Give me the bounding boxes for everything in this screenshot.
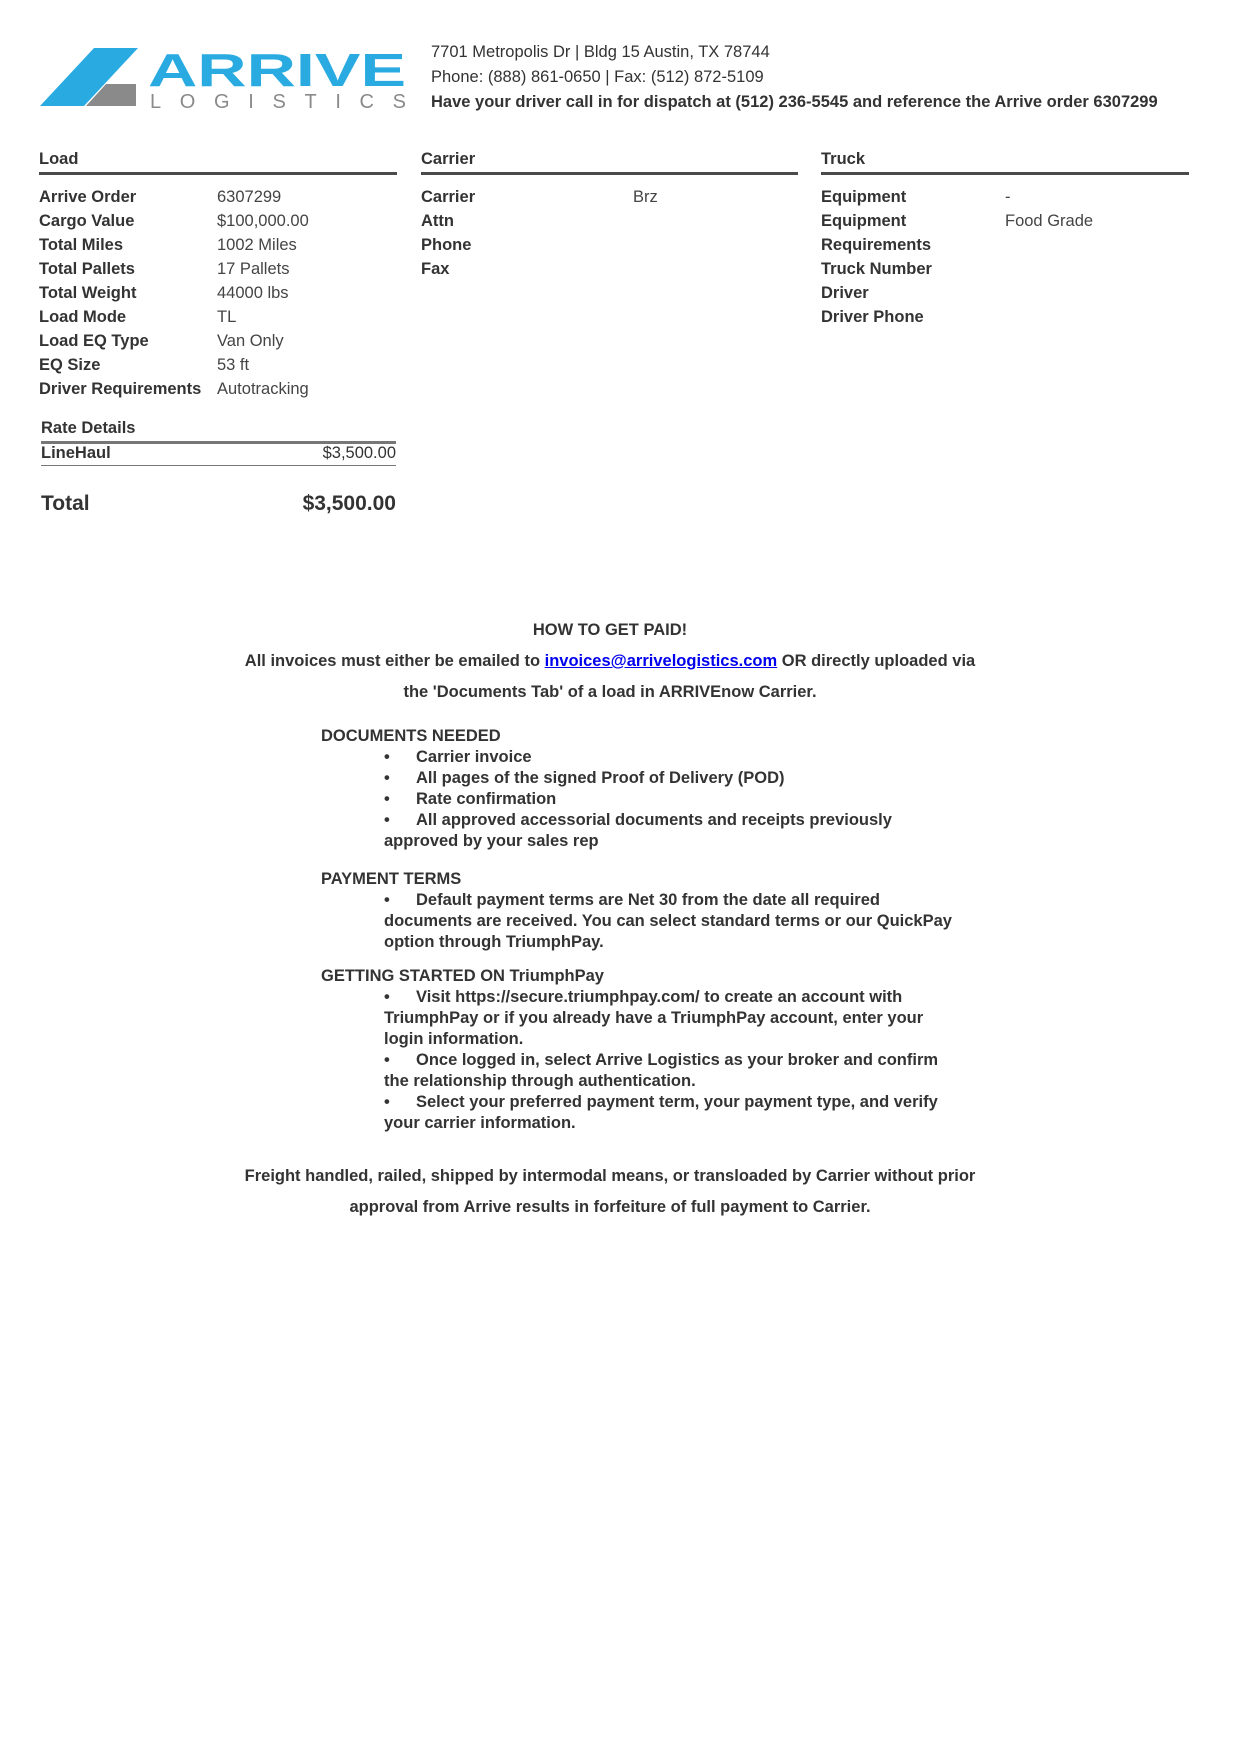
load-row-value: 1002 Miles <box>217 236 297 254</box>
logo-word-logistics: LOGISTICS <box>150 91 406 113</box>
load-row-label: Total Weight <box>39 284 137 302</box>
invoice-instructions-line2: the 'Documents Tab' of a load in ARRIVEnow Carrier. <box>403 683 817 701</box>
truck-row <box>821 305 1189 329</box>
documents-list-item <box>384 768 966 789</box>
load-row-label: Load Mode <box>39 308 127 326</box>
truck-row <box>821 209 1189 257</box>
documents-needed-title: DOCUMENTS NEEDED <box>321 727 501 745</box>
truck-row-label: Equipment <box>821 188 907 206</box>
bullet-icon: • <box>384 1051 390 1069</box>
rate-details-heading: Rate Details <box>41 419 396 444</box>
start-list-item <box>384 987 966 1050</box>
terms-list <box>321 890 966 953</box>
total-value: $3,500.00 <box>302 492 396 515</box>
terms-list-item <box>384 890 966 953</box>
bullet-icon: • <box>384 988 390 1006</box>
start-item-text: Visit https://secure.triumphpay.com/ to create an account with TriumphPay or if you already have a TriumphPay account, enter your login information. <box>384 988 924 1048</box>
load-row-label: Total Pallets <box>39 260 135 278</box>
dispatch-line: Have your driver call in for dispatch at (512) 236-5545 and reference the Arrive order 6307299 <box>431 93 1158 111</box>
documents-item-text: Rate confirmation <box>416 790 557 808</box>
arrive-logo-mark <box>40 44 410 114</box>
payment-terms-section <box>321 869 966 953</box>
carrier-row-label: Fax <box>421 260 450 278</box>
carrier-row-value: Brz <box>633 188 658 206</box>
load-row <box>39 281 397 305</box>
freight-warning-line2: approval from Arrive results in forfeiture of full payment to Carrier. <box>349 1198 871 1216</box>
load-row-value: Autotracking <box>217 380 309 398</box>
documents-needed-section <box>321 726 966 852</box>
carrier-row <box>421 233 798 257</box>
truck-row-label: Truck Number <box>821 260 932 278</box>
invoice-instructions-post: OR directly uploaded via <box>777 652 976 670</box>
bullet-icon: • <box>384 1093 390 1111</box>
carrier-row-label: Carrier <box>421 188 476 206</box>
phone-line: Phone: (888) 861-0650 | Fax: (512) 872-5109 <box>431 68 764 86</box>
load-section <box>39 150 397 401</box>
total-row <box>41 492 396 516</box>
truck-row <box>821 281 1189 305</box>
linehaul-row <box>41 444 396 466</box>
bullet-icon: • <box>384 790 390 808</box>
logo-word-arrive: ARRIVE <box>148 44 406 96</box>
getting-started-section <box>321 966 966 1134</box>
documents-list-item <box>384 747 966 768</box>
carrier-heading: Carrier <box>421 150 798 175</box>
load-rows <box>39 175 397 401</box>
bullet-icon: • <box>384 748 390 766</box>
load-row-value: 44000 lbs <box>217 284 289 302</box>
truck-heading: Truck <box>821 150 1189 175</box>
load-row <box>39 233 397 257</box>
bullet-icon: • <box>384 811 390 829</box>
load-row <box>39 353 397 377</box>
arrive-logo <box>40 44 410 114</box>
load-row <box>39 329 397 353</box>
load-row-label: Total Miles <box>39 236 124 254</box>
documents-item-text: All pages of the signed Proof of Delivery (POD) <box>416 769 785 787</box>
documents-list-item <box>384 810 966 852</box>
documents-list <box>321 747 966 852</box>
carrier-row-label: Attn <box>421 212 454 230</box>
load-row <box>39 305 397 329</box>
header-address-block <box>431 40 1158 115</box>
load-row <box>39 209 397 233</box>
documents-item-text: All approved accessorial documents and receipts previously approved by your sales rep <box>384 811 892 850</box>
load-row-label: EQ Size <box>39 356 101 374</box>
load-row <box>39 185 397 209</box>
truck-row <box>821 257 1189 281</box>
total-label: Total <box>41 492 90 515</box>
load-row-label: Driver Requirements <box>39 380 202 398</box>
carrier-row <box>421 257 798 281</box>
documents-item-text: Carrier invoice <box>416 748 532 766</box>
carrier-rows <box>421 175 798 281</box>
carrier-row <box>421 209 798 233</box>
linehaul-label: LineHaul <box>41 444 111 462</box>
truck-section <box>821 150 1189 329</box>
load-row <box>39 377 397 401</box>
truck-row-label: Driver Phone <box>821 308 924 326</box>
documents-list-item <box>384 789 966 810</box>
carrier-row-label: Phone <box>421 236 472 254</box>
load-row-label: Cargo Value <box>39 212 135 230</box>
load-row-label: Load EQ Type <box>39 332 149 350</box>
start-list-item <box>384 1092 966 1134</box>
load-row-value: $100,000.00 <box>217 212 309 230</box>
getting-started-title: GETTING STARTED ON TriumphPay <box>321 967 604 985</box>
load-row-value: Van Only <box>217 332 284 350</box>
payment-terms-title: PAYMENT TERMS <box>321 870 462 888</box>
truck-rows <box>821 175 1189 329</box>
carrier-row <box>421 185 798 209</box>
bullet-icon: • <box>384 891 390 909</box>
bullet-icon: • <box>384 769 390 787</box>
truck-row-label: Equipment Requirements <box>821 212 932 254</box>
start-item-text: Select your preferred payment term, your payment type, and verify your carrier information. <box>384 1093 938 1132</box>
load-row-value: TL <box>217 308 237 326</box>
load-row-value: 6307299 <box>217 188 282 206</box>
truck-row-label: Driver <box>821 284 869 302</box>
invoice-instructions-line1 <box>200 646 1020 677</box>
how-to-get-paid-title: HOW TO GET PAID! <box>532 621 688 639</box>
load-row-label: Arrive Order <box>39 188 137 206</box>
terms-item-text: Default payment terms are Net 30 from the date all required documents are received. You can select standard terms or our QuickPay option through TriumphPay. <box>384 891 952 951</box>
load-heading: Load <box>39 150 397 175</box>
truck-row <box>821 185 1189 209</box>
load-row <box>39 257 397 281</box>
load-row-value: 53 ft <box>217 356 250 374</box>
truck-row-value: - <box>1005 188 1011 206</box>
invoice-instructions-pre: All invoices must either be emailed to <box>244 652 545 670</box>
truck-row-value: Food Grade <box>1005 212 1094 230</box>
invoices-email-link[interactable]: invoices@arrivelogistics.com <box>544 652 778 670</box>
load-row-value: 17 Pallets <box>217 260 290 278</box>
freight-warning-line1: Freight handled, railed, shipped by intermodal means, or transloaded by Carrier without prior <box>244 1167 976 1185</box>
carrier-section <box>421 150 798 281</box>
start-list-item <box>384 1050 966 1092</box>
getting-started-list <box>321 987 966 1134</box>
start-item-text: Once logged in, select Arrive Logistics as your broker and confirm the relationship through authentication. <box>384 1051 939 1090</box>
address-line: 7701 Metropolis Dr | Bldg 15 Austin, TX 78744 <box>431 43 770 61</box>
linehaul-value: $3,500.00 <box>322 444 396 462</box>
